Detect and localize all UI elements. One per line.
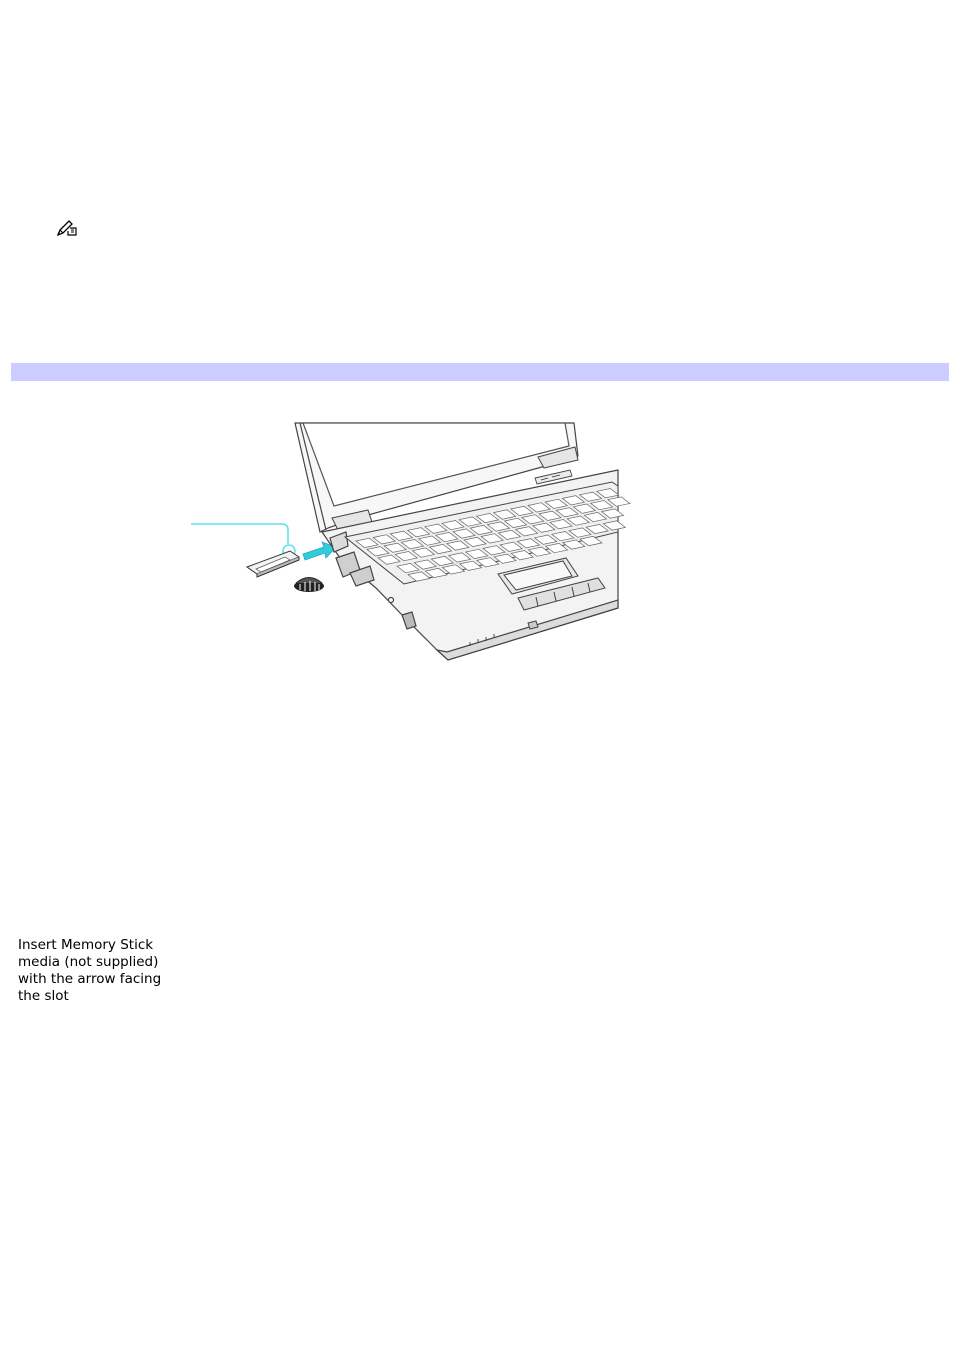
section-header-bar <box>11 363 949 381</box>
caption-line: Insert Memory Stick <box>18 937 154 953</box>
figure-caption <box>18 937 188 1005</box>
memory-stick-icon <box>247 551 299 577</box>
memory-stick-logo-icon <box>294 578 324 593</box>
caption-line: the slot <box>18 988 69 1004</box>
caption-line: media (not supplied) <box>18 954 159 970</box>
memory-stick-insertion-figure <box>0 420 954 1004</box>
caption-line: with the arrow facing <box>18 971 162 987</box>
callout-line <box>191 524 288 544</box>
laptop-illustration <box>0 420 954 670</box>
pen-note-icon <box>56 219 80 237</box>
